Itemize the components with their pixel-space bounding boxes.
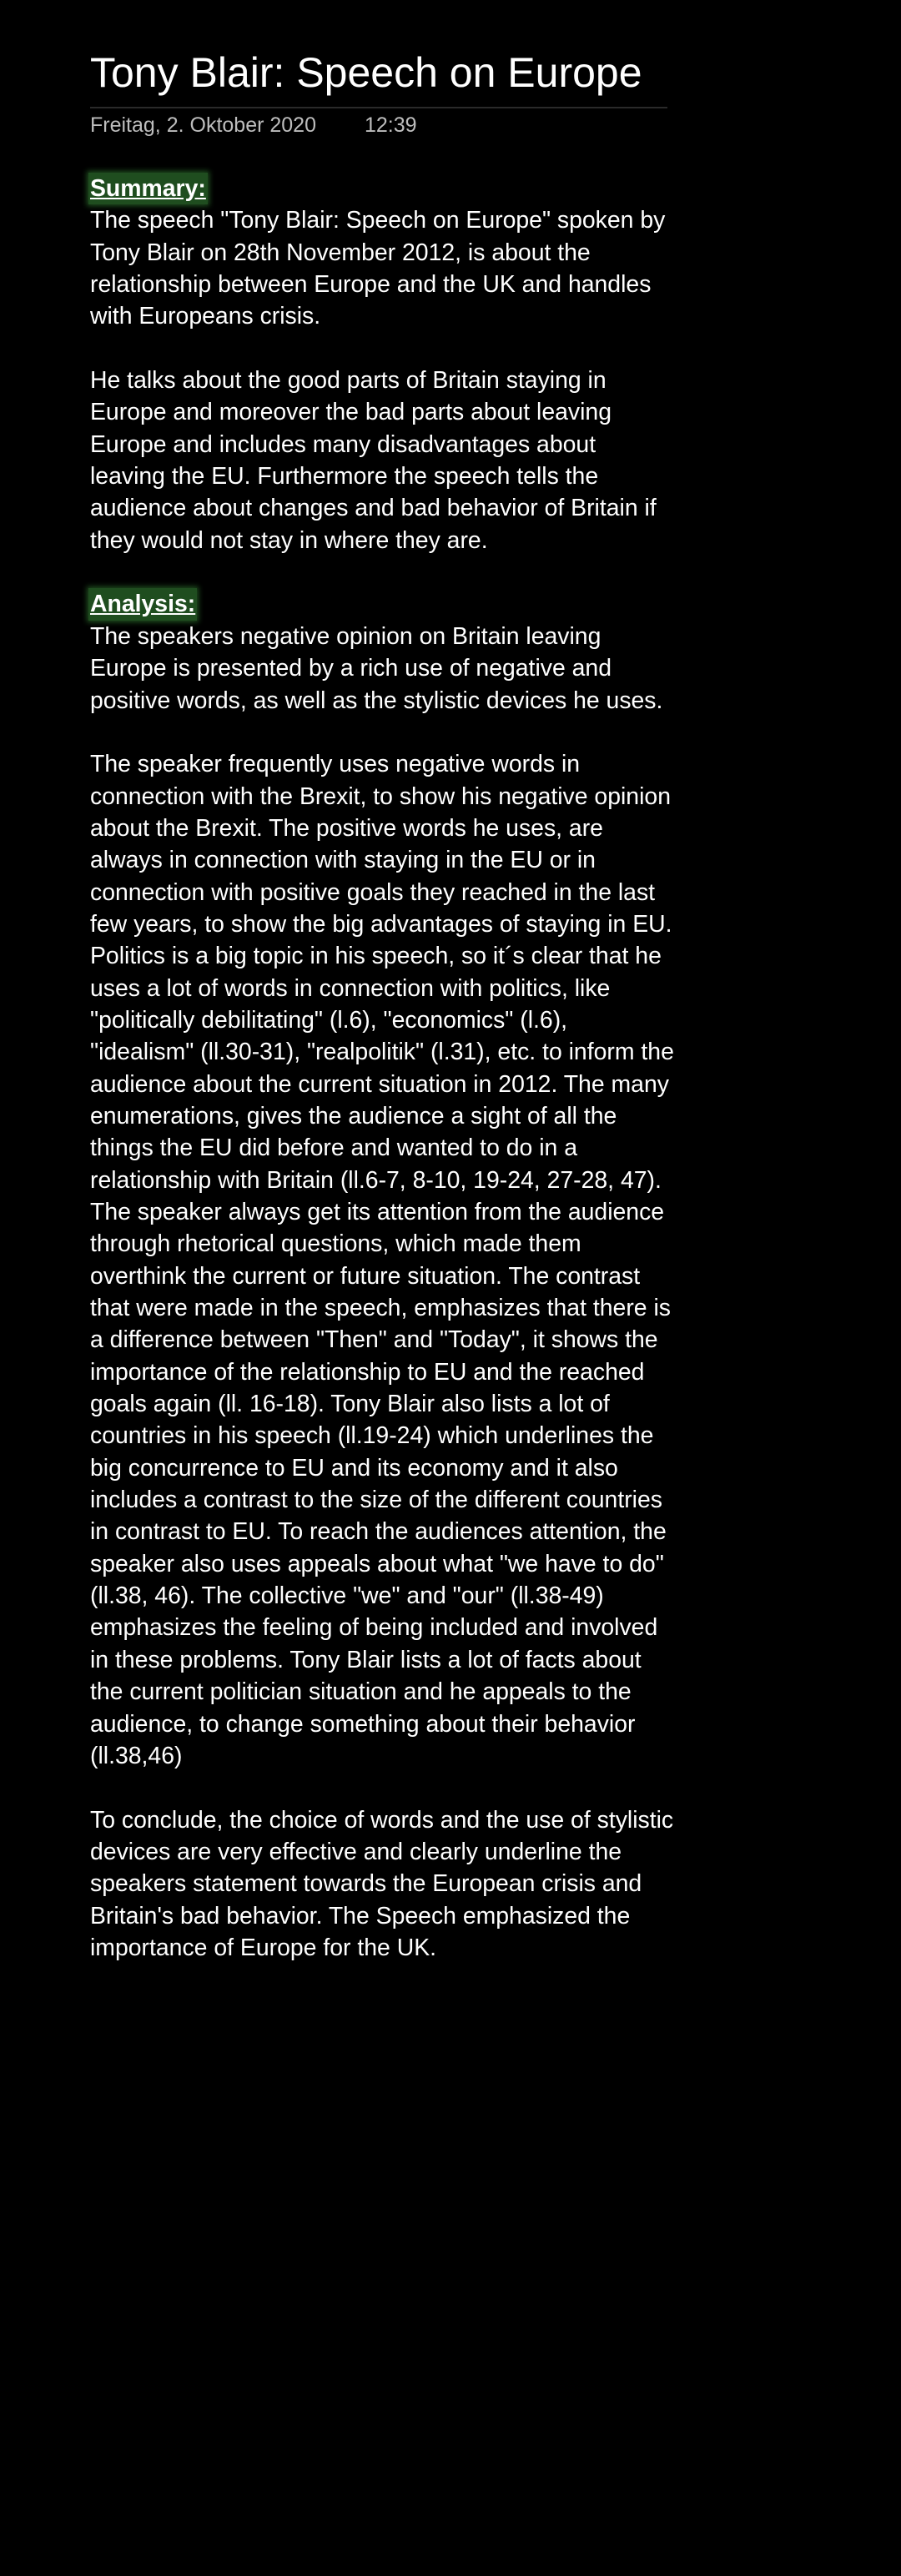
summary-paragraph-2: He talks about the good parts of Britain staying in Europe and moreover the bad parts about leaving Europe and includes many disadvantages about leaving the EU. Furthermore the speech tells the audience about changes and bad behavior of Britain if they would not stay in where they are. [90, 367, 657, 554]
summary-heading: Summary: [88, 173, 208, 204]
page-title: Tony Blair: Speech on Europe [90, 49, 642, 96]
note-date: Freitag, 2. Oktober 2020 [90, 113, 316, 137]
paragraph-gap [90, 556, 674, 588]
paragraph-gap [90, 1772, 674, 1804]
analysis-paragraph-2: The speaker frequently uses negative words in connection with the Brexit, to show his negative opinion about the Brexit. The positive words he uses, are always in connection with staying in the EU or in connection with positive goals they reached in the last few years, to show the big advantages of staying in EU. [90, 751, 672, 938]
analysis-paragraph-3: Politics is a big topic in his speech, so it´s clear that he uses a lot of words in connection with politics, like "politically debilitating" (l.6), "economics" (l.6), "idealism" (ll.30-31), "realpolitik" (l.31), etc. to inform the audience about the current situation in 2012. The many enumerations, gives the audience a sight of all the things the EU did before and wanted to do in a relationship with Britain (ll.6-7, 8-10, 19-24, 27-28, 47). The speaker always get its attention from the audience through rhetorical questions, which made them overthink the current or future situation. The contrast that were made in the speech, emphasizes that there is a difference between "Then" and "Today", it shows the importance of the relationship to EU and the reached goals again (ll. 16-18). Tony Blair also lists a lot of countries in his speech (ll.19-24) which underlines the big concurrence to EU and its economy and it also includes a contrast to the size of the different countries in contrast to EU. To reach the audiences attention, the speaker also uses appeals about what "we have to do" (ll.38, 46). The collective "we" and "our" (ll.38-49) emphasizes the feeling of being included and involved in these problems. Tony Blair lists a lot of facts about the current politician situation and he appeals to the audience, to change something about their behavior (ll.38,46) [90, 943, 674, 1769]
paragraph-gap [90, 717, 674, 748]
analysis-heading: Analysis: [88, 588, 197, 620]
note-meta [90, 110, 417, 140]
summary-paragraph-1: The speech "Tony Blair: Speech on Europe" spoken by Tony Blair on 28th November 2012, is about the relationship between Europe and the UK and handles with Europeans crisis. [90, 207, 666, 330]
title-divider [90, 107, 667, 108]
note-body[interactable] [90, 173, 674, 1964]
analysis-paragraph-4: To conclude, the choice of words and the use of stylistic devices are very effective and clearly underline the speakers statement towards the European crisis and Britain's bad behavior. The Speech emphasized the importance of Europe for the UK. [90, 1806, 674, 1961]
paragraph-gap [90, 333, 674, 365]
analysis-paragraph-1: The speakers negative opinion on Britain leaving Europe is presented by a rich use of negative and positive words, as well as the stylistic devices he uses. [90, 622, 663, 714]
note-time: 12:39 [364, 113, 417, 137]
